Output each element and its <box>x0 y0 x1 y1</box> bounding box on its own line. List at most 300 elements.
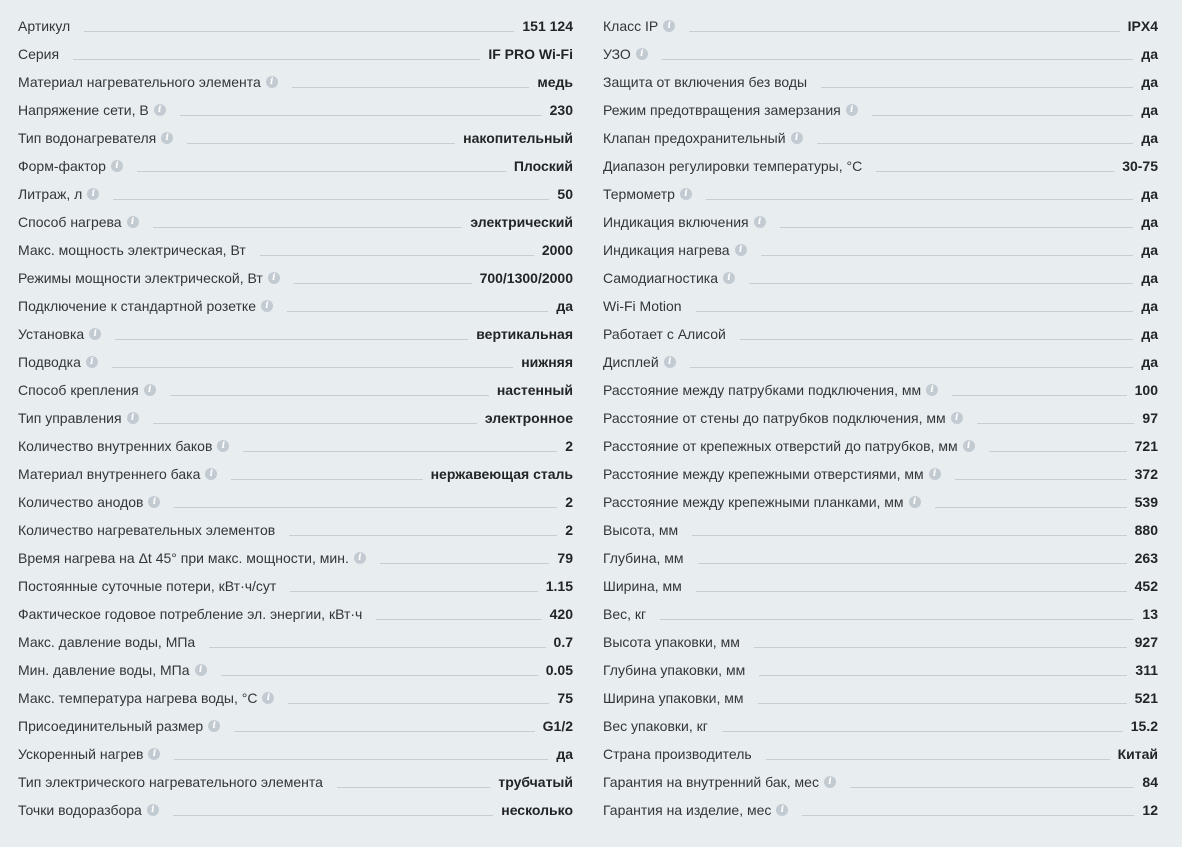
spec-row <box>18 175 573 203</box>
info-icon[interactable]: i <box>127 216 139 228</box>
spec-value: да <box>1141 326 1158 342</box>
dotted-leader <box>955 479 1127 480</box>
dotted-leader <box>337 787 490 788</box>
spec-value: 2 <box>565 438 573 454</box>
spec-label <box>603 495 921 509</box>
spec-label-text: Расстояние между крепежными отверстиями, мм <box>603 466 924 482</box>
info-icon[interactable]: i <box>217 440 229 452</box>
spec-value: да <box>1141 46 1158 62</box>
spec-value: IPX4 <box>1127 18 1158 34</box>
spec-label-text: Способ нагрева <box>18 214 122 230</box>
info-icon[interactable]: i <box>268 272 280 284</box>
info-icon[interactable]: i <box>723 272 735 284</box>
spec-label-text: Индикация нагрева <box>603 242 730 258</box>
dotted-leader <box>690 367 1134 368</box>
spec-row <box>603 315 1158 343</box>
spec-row <box>18 595 573 623</box>
spec-value: нержавеющая сталь <box>430 466 573 482</box>
spec-label <box>18 19 70 33</box>
spec-label <box>18 523 275 537</box>
spec-label <box>603 663 745 677</box>
spec-row <box>18 147 573 175</box>
spec-label <box>603 775 836 789</box>
info-icon[interactable]: i <box>148 748 160 760</box>
dotted-leader <box>689 31 1119 32</box>
spec-label <box>18 103 166 117</box>
spec-label <box>18 747 160 761</box>
spec-label <box>18 635 195 649</box>
spec-label-text: Мин. давление воды, МПа <box>18 662 190 678</box>
spec-label-text: Материал нагревательного элемента <box>18 74 261 90</box>
spec-row <box>18 567 573 595</box>
spec-row <box>603 259 1158 287</box>
spec-value: 100 <box>1134 382 1158 398</box>
dotted-leader <box>174 759 548 760</box>
dotted-leader <box>821 87 1133 88</box>
spec-row <box>603 203 1158 231</box>
info-icon[interactable]: i <box>735 244 747 256</box>
spec-label <box>603 691 744 705</box>
spec-label <box>603 467 941 481</box>
spec-label-text: Режим предотвращения замерзания <box>603 102 841 118</box>
spec-label-text: Способ крепления <box>18 382 139 398</box>
spec-column-right <box>603 7 1158 819</box>
spec-label <box>603 747 752 761</box>
spec-value: Плоский <box>513 158 573 174</box>
dotted-leader <box>115 339 468 340</box>
spec-label-text: Макс. мощность электрическая, Вт <box>18 242 246 258</box>
spec-value: 0.7 <box>553 634 573 650</box>
spec-value: 75 <box>557 690 573 706</box>
spec-value: 151 124 <box>522 18 573 34</box>
spec-value: 452 <box>1134 578 1158 594</box>
spec-row <box>603 511 1158 539</box>
info-icon[interactable]: i <box>148 496 160 508</box>
dotted-leader <box>84 31 514 32</box>
dotted-leader <box>759 675 1127 676</box>
spec-value: нижняя <box>521 354 573 370</box>
spec-value: 420 <box>549 606 573 622</box>
dotted-leader <box>696 311 1134 312</box>
spec-row <box>18 427 573 455</box>
spec-label <box>603 159 862 173</box>
info-icon[interactable]: i <box>147 804 159 816</box>
spec-label <box>603 607 646 621</box>
spec-label-text: Литраж, л <box>18 186 83 202</box>
info-icon[interactable]: i <box>161 132 173 144</box>
spec-column-left <box>18 7 573 819</box>
dotted-leader <box>989 451 1127 452</box>
spec-label <box>603 103 858 117</box>
spec-label <box>18 215 139 229</box>
info-icon[interactable]: i <box>824 776 836 788</box>
spec-row <box>18 231 573 259</box>
info-icon[interactable]: i <box>776 804 788 816</box>
spec-value: G1/2 <box>542 718 573 734</box>
spec-label-text: Количество анодов <box>18 494 144 510</box>
spec-label-text: Работает с Алисой <box>603 326 726 342</box>
spec-label-text: Количество внутренних баков <box>18 438 213 454</box>
spec-row <box>18 119 573 147</box>
dotted-leader <box>73 59 480 60</box>
spec-row <box>18 707 573 735</box>
spec-row <box>603 623 1158 651</box>
spec-value: 2 <box>565 494 573 510</box>
spec-row <box>18 455 573 483</box>
spec-row <box>603 91 1158 119</box>
spec-label <box>18 607 362 621</box>
spec-label <box>603 327 726 341</box>
dotted-leader <box>153 423 477 424</box>
spec-row <box>18 203 573 231</box>
spec-label <box>18 803 159 817</box>
spec-row <box>603 287 1158 315</box>
spec-label <box>603 187 692 201</box>
spec-label <box>18 187 99 201</box>
spec-value: 15.2 <box>1130 718 1158 734</box>
spec-value: 230 <box>549 102 573 118</box>
spec-label-text: Ускоренный нагрев <box>18 746 144 762</box>
spec-label <box>18 327 101 341</box>
spec-label <box>603 215 766 229</box>
spec-label <box>18 467 217 481</box>
spec-label <box>603 523 678 537</box>
spec-label <box>603 579 682 593</box>
spec-row <box>18 483 573 511</box>
spec-value: 97 <box>1142 410 1158 426</box>
info-icon[interactable]: i <box>636 48 648 60</box>
spec-value: 84 <box>1142 774 1158 790</box>
spec-label-text: Постоянные суточные потери, кВт·ч/сут <box>18 578 277 594</box>
info-icon[interactable]: i <box>791 132 803 144</box>
spec-label <box>603 551 684 565</box>
dotted-leader <box>952 395 1127 396</box>
spec-label <box>603 47 648 61</box>
spec-row <box>603 399 1158 427</box>
spec-value: 263 <box>1134 550 1158 566</box>
info-icon[interactable]: i <box>262 692 274 704</box>
spec-value: 521 <box>1134 690 1158 706</box>
spec-label-text: Индикация включения <box>603 214 749 230</box>
spec-label-text: Расстояние между патрубками подключения, мм <box>603 382 922 398</box>
dotted-leader <box>698 563 1127 564</box>
spec-label-text: Глубина упаковки, мм <box>603 662 746 678</box>
spec-value: Китай <box>1117 746 1158 762</box>
spec-row <box>18 651 573 679</box>
dotted-leader <box>706 199 1133 200</box>
spec-row <box>603 455 1158 483</box>
spec-row <box>603 483 1158 511</box>
spec-label <box>603 803 788 817</box>
spec-row <box>603 539 1158 567</box>
dotted-leader <box>289 535 557 536</box>
spec-label-text: Макс. температура нагрева воды, °С <box>18 690 258 706</box>
spec-value: накопительный <box>463 130 573 146</box>
dotted-leader <box>380 563 550 564</box>
spec-value: да <box>1141 270 1158 286</box>
spec-value: 1.15 <box>545 578 573 594</box>
info-icon[interactable]: i <box>261 300 273 312</box>
spec-value: да <box>1141 102 1158 118</box>
spec-label <box>18 411 139 425</box>
spec-label-text: Время нагрева на Δt 45° при макс. мощности, мин. <box>18 550 349 566</box>
spec-label <box>18 47 59 61</box>
spec-label-text: Артикул <box>18 18 71 34</box>
spec-label-text: Глубина, мм <box>603 550 684 566</box>
spec-value: да <box>1141 354 1158 370</box>
spec-value: 2000 <box>541 242 573 258</box>
spec-row <box>603 791 1158 819</box>
spec-row <box>18 35 573 63</box>
dotted-leader <box>153 227 463 228</box>
spec-row <box>603 707 1158 735</box>
spec-row <box>603 763 1158 791</box>
dotted-leader <box>170 395 489 396</box>
spec-row <box>18 623 573 651</box>
dotted-leader <box>260 255 534 256</box>
info-icon[interactable]: i <box>154 104 166 116</box>
spec-label-text: Страна производитель <box>603 746 752 762</box>
dotted-leader <box>234 731 534 732</box>
dotted-leader <box>173 815 493 816</box>
info-icon[interactable]: i <box>929 468 941 480</box>
spec-label <box>18 355 98 369</box>
spec-value: да <box>1141 298 1158 314</box>
spec-row <box>603 119 1158 147</box>
dotted-leader <box>761 255 1134 256</box>
spec-label-text: Тип управления <box>18 410 122 426</box>
spec-label <box>603 131 803 145</box>
info-icon[interactable]: i <box>89 328 101 340</box>
spec-label-text: Материал внутреннего бака <box>18 466 201 482</box>
spec-row <box>603 35 1158 63</box>
spec-label <box>18 495 160 509</box>
info-icon[interactable]: i <box>754 216 766 228</box>
dotted-leader <box>287 311 548 312</box>
spec-label <box>603 719 708 733</box>
dotted-leader <box>754 647 1127 648</box>
spec-row <box>603 595 1158 623</box>
spec-label-text: Вес, кг <box>603 606 647 622</box>
spec-row <box>18 343 573 371</box>
spec-value: да <box>1141 130 1158 146</box>
dotted-leader <box>174 507 557 508</box>
spec-label-text: Тип водонагревателя <box>18 130 157 146</box>
spec-label-text: УЗО <box>603 46 631 62</box>
info-icon[interactable]: i <box>111 160 123 172</box>
dotted-leader <box>221 675 538 676</box>
spec-row <box>603 343 1158 371</box>
spec-row <box>18 259 573 287</box>
info-icon[interactable]: i <box>195 664 207 676</box>
info-icon[interactable]: i <box>354 552 366 564</box>
info-icon[interactable]: i <box>266 76 278 88</box>
spec-row <box>18 539 573 567</box>
spec-label-text: Дисплей <box>603 354 659 370</box>
spec-value: электрический <box>470 214 573 230</box>
spec-label <box>18 299 273 313</box>
spec-value: да <box>1141 242 1158 258</box>
spec-label-text: Высота, мм <box>603 522 679 538</box>
spec-row <box>603 567 1158 595</box>
spec-row <box>18 7 573 35</box>
spec-row <box>18 399 573 427</box>
dotted-leader <box>766 759 1110 760</box>
spec-label <box>18 775 323 789</box>
spec-value: IF PRO Wi-Fi <box>488 46 573 62</box>
spec-row <box>603 371 1158 399</box>
spec-label-text: Подводка <box>18 354 81 370</box>
info-icon[interactable]: i <box>86 356 98 368</box>
dotted-leader <box>209 647 545 648</box>
spec-value: 721 <box>1134 438 1158 454</box>
dotted-leader <box>977 423 1135 424</box>
spec-label-text: Гарантия на внутренний бак, мес <box>603 774 819 790</box>
spec-label <box>603 243 747 257</box>
spec-value: 79 <box>557 550 573 566</box>
spec-label <box>603 75 807 89</box>
spec-value: 372 <box>1134 466 1158 482</box>
spec-label-text: Фактическое годовое потребление эл. энергии, кВт·ч <box>18 606 363 622</box>
spec-row <box>18 511 573 539</box>
spec-label <box>18 551 366 565</box>
spec-row <box>18 91 573 119</box>
dotted-leader <box>749 283 1133 284</box>
spec-label <box>18 243 246 257</box>
spec-row <box>603 679 1158 707</box>
spec-row <box>18 763 573 791</box>
spec-label <box>18 719 220 733</box>
dotted-leader <box>180 115 542 116</box>
dotted-leader <box>137 171 506 172</box>
spec-value: электронное <box>484 410 573 426</box>
info-icon[interactable]: i <box>208 720 220 732</box>
spec-label-text: Гарантия на изделие, мес <box>603 802 772 818</box>
dotted-leader <box>740 339 1134 340</box>
spec-label-text: Точки водоразбора <box>18 802 142 818</box>
dotted-leader <box>935 507 1127 508</box>
spec-value: да <box>1141 214 1158 230</box>
spec-row <box>18 287 573 315</box>
spec-label <box>603 383 938 397</box>
spec-value: медь <box>537 74 573 90</box>
spec-label-text: Напряжение сети, В <box>18 102 149 118</box>
dotted-leader <box>817 143 1134 144</box>
spec-label-text: Установка <box>18 326 85 342</box>
spec-row <box>603 651 1158 679</box>
dotted-leader <box>722 731 1123 732</box>
info-icon[interactable]: i <box>963 440 975 452</box>
spec-label <box>18 439 229 453</box>
spec-row <box>603 231 1158 259</box>
spec-label-text: Ширина упаковки, мм <box>603 690 744 706</box>
info-icon[interactable]: i <box>205 468 217 480</box>
spec-value: 0.05 <box>545 662 573 678</box>
spec-value: да <box>1141 186 1158 202</box>
dotted-leader <box>288 703 549 704</box>
info-icon[interactable]: i <box>87 188 99 200</box>
dotted-leader <box>780 227 1134 228</box>
spec-label <box>603 299 682 313</box>
spec-label-text: Присоединительный размер <box>18 718 204 734</box>
dotted-leader <box>376 619 541 620</box>
spec-value: вертикальная <box>476 326 573 342</box>
spec-label <box>18 159 123 173</box>
spec-label-text: Расстояние от стены до патрубков подключения, мм <box>603 410 946 426</box>
dotted-leader <box>660 619 1134 620</box>
spec-row <box>18 315 573 343</box>
spec-row <box>18 63 573 91</box>
dotted-leader <box>243 451 557 452</box>
info-icon[interactable]: i <box>846 104 858 116</box>
info-icon[interactable]: i <box>909 496 921 508</box>
info-icon[interactable]: i <box>664 356 676 368</box>
spec-label-text: Высота упаковки, мм <box>603 634 740 650</box>
spec-label-text: Ширина, мм <box>603 578 682 594</box>
spec-value: 880 <box>1134 522 1158 538</box>
spec-row <box>603 427 1158 455</box>
info-icon[interactable]: i <box>680 188 692 200</box>
spec-label-text: Термометр <box>603 186 675 202</box>
dotted-leader <box>802 815 1134 816</box>
spec-row <box>603 7 1158 35</box>
info-icon[interactable]: i <box>926 384 938 396</box>
spec-label-text: Макс. давление воды, МПа <box>18 634 196 650</box>
spec-row <box>18 679 573 707</box>
spec-value: несколько <box>501 802 573 818</box>
dotted-leader <box>294 283 472 284</box>
spec-label-text: Wi-Fi Motion <box>603 298 682 314</box>
spec-label <box>18 579 276 593</box>
info-icon[interactable]: i <box>144 384 156 396</box>
spec-value: да <box>556 298 573 314</box>
spec-row <box>603 735 1158 763</box>
dotted-leader <box>696 591 1127 592</box>
info-icon[interactable]: i <box>663 20 675 32</box>
spec-label-text: Самодиагностика <box>603 270 719 286</box>
spec-label <box>603 411 963 425</box>
spec-label <box>603 19 675 33</box>
spec-row <box>18 735 573 763</box>
spec-label-text: Серия <box>18 46 60 62</box>
dotted-leader <box>187 143 455 144</box>
spec-row <box>603 63 1158 91</box>
dotted-leader <box>692 535 1127 536</box>
spec-row <box>603 147 1158 175</box>
spec-row <box>18 791 573 819</box>
info-icon[interactable]: i <box>951 412 963 424</box>
spec-label <box>603 355 676 369</box>
dotted-leader <box>292 87 530 88</box>
spec-label <box>18 383 156 397</box>
dotted-leader <box>850 787 1134 788</box>
spec-label <box>18 131 173 145</box>
spec-value: 30-75 <box>1122 158 1158 174</box>
spec-value: трубчатый <box>498 774 573 790</box>
spec-row <box>603 175 1158 203</box>
spec-label-text: Расстояние от крепежных отверстий до патрубков, мм <box>603 438 958 454</box>
spec-value: 2 <box>565 522 573 538</box>
spec-label <box>18 691 274 705</box>
spec-label-text: Тип электрического нагревательного элемента <box>18 774 323 790</box>
dotted-leader <box>113 199 549 200</box>
spec-value: 700/1300/2000 <box>479 270 573 286</box>
spec-value: 927 <box>1134 634 1158 650</box>
spec-label <box>18 663 207 677</box>
spec-value: 539 <box>1134 494 1158 510</box>
info-icon[interactable]: i <box>127 412 139 424</box>
dotted-leader <box>290 591 537 592</box>
